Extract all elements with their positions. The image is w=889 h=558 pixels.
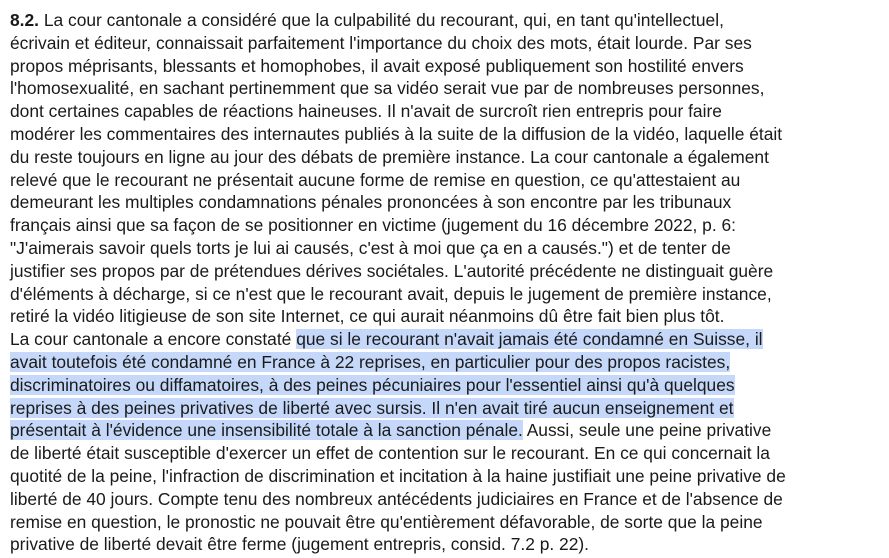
- text-line: remise en question, le pronostic ne pouvait être qu'entièrement défavorable, de sorte que la peine: [10, 511, 763, 532]
- text-line: "J'aimerais savoir quels torts je lui ai causés, c'est à moi que ça en a causés.") et de tenter de: [10, 237, 731, 258]
- selected-text[interactable]: avait toutefois été condamné en France à 22 reprises, en particulier pour des propos racistes,: [10, 351, 731, 372]
- text-line: français ainsi que sa façon de se positionner en victime (jugement du 16 décembre 2022, p. 6:: [10, 215, 737, 236]
- text-line: justifier ses propos par de prétendues dérives sociétales. L'autorité précédente ne distinguait guère: [10, 260, 774, 281]
- text-line: [10, 351, 878, 374]
- text-line: propos méprisants, blessants et homophobes, il avait exposé publiquement son hostilité envers: [10, 55, 744, 76]
- judgment-paragraph: [10, 9, 878, 556]
- paragraph-number: 8.2.: [10, 10, 40, 30]
- text-line: retiré la vidéo litigieuse de son site Internet, ce qui aurait néanmoins dû être fait bien plus tôt.: [10, 306, 725, 327]
- text-line: [10, 9, 878, 32]
- text-line: du reste toujours en ligne au jour des débats de première instance. La cour cantonale a également: [10, 146, 769, 167]
- text-line: modérer les commentaires des internautes publiés à la suite de la diffusion de la vidéo, laquelle était: [10, 123, 783, 144]
- selected-text[interactable]: présentait à l'évidence une insensibilité totale à la sanction pénale.: [10, 420, 523, 441]
- selected-text[interactable]: que si le recourant n'avait jamais été condamné en Suisse, il: [296, 329, 763, 350]
- text-segment: Aussi, seule une peine privative: [522, 420, 772, 441]
- text-line: de liberté était susceptible d'exercer un effet de contention sur le recourant. En ce qui concernait la: [10, 443, 770, 464]
- text-line: écrivain et éditeur, connaissait parfaitement l'importance du choix des mots, était lourde. Par ses: [10, 32, 752, 53]
- text-line: liberté de 40 jours. Compte tenu des nombreux antécédents judiciaires en France et de l'absence de: [10, 488, 783, 509]
- text-segment: La cour cantonale a considéré que la culpabilité du recourant, qui, en tant qu'intellectuel,: [39, 10, 724, 30]
- selected-text[interactable]: discriminatoires ou diffamatoires, à des peines pécuniaires pour l'essentiel ainsi qu'à quelques: [10, 374, 735, 395]
- text-line: quotité de la peine, l'infraction de discrimination et incitation à la haine justifiait une peine privative de: [10, 465, 786, 486]
- text-line: demeurant les multiples condamnations pénales prononcées à son encontre par les tribunaux: [10, 192, 732, 213]
- text-line: relevé que le recourant ne présentait aucune forme de remise en question, ce qu'attestaient au: [10, 169, 741, 190]
- text-line: dont certaines capables de réactions haineuses. Il n'avait de surcroît rien entrepris pour faire: [10, 101, 722, 122]
- selected-text[interactable]: reprises à des peines privatives de liberté avec sursis. Il n'en avait tiré aucun enseignement et: [10, 397, 734, 418]
- text-line: l'homosexualité, en sachant pertinemment que sa vidéo serait vue par de nombreuses personnes,: [10, 78, 765, 99]
- text-line: privative de liberté devait être ferme (jugement entrepris, consid. 7.2 p. 22).: [10, 534, 590, 555]
- text-line: [10, 397, 878, 420]
- text-line: d'éléments à décharge, si ce n'est que le recourant avait, depuis le jugement de première instance,: [10, 283, 772, 304]
- text-line: [10, 328, 878, 351]
- text-line: [10, 374, 878, 397]
- text-line: [10, 419, 878, 442]
- text-segment: La cour cantonale a encore constaté: [10, 329, 297, 350]
